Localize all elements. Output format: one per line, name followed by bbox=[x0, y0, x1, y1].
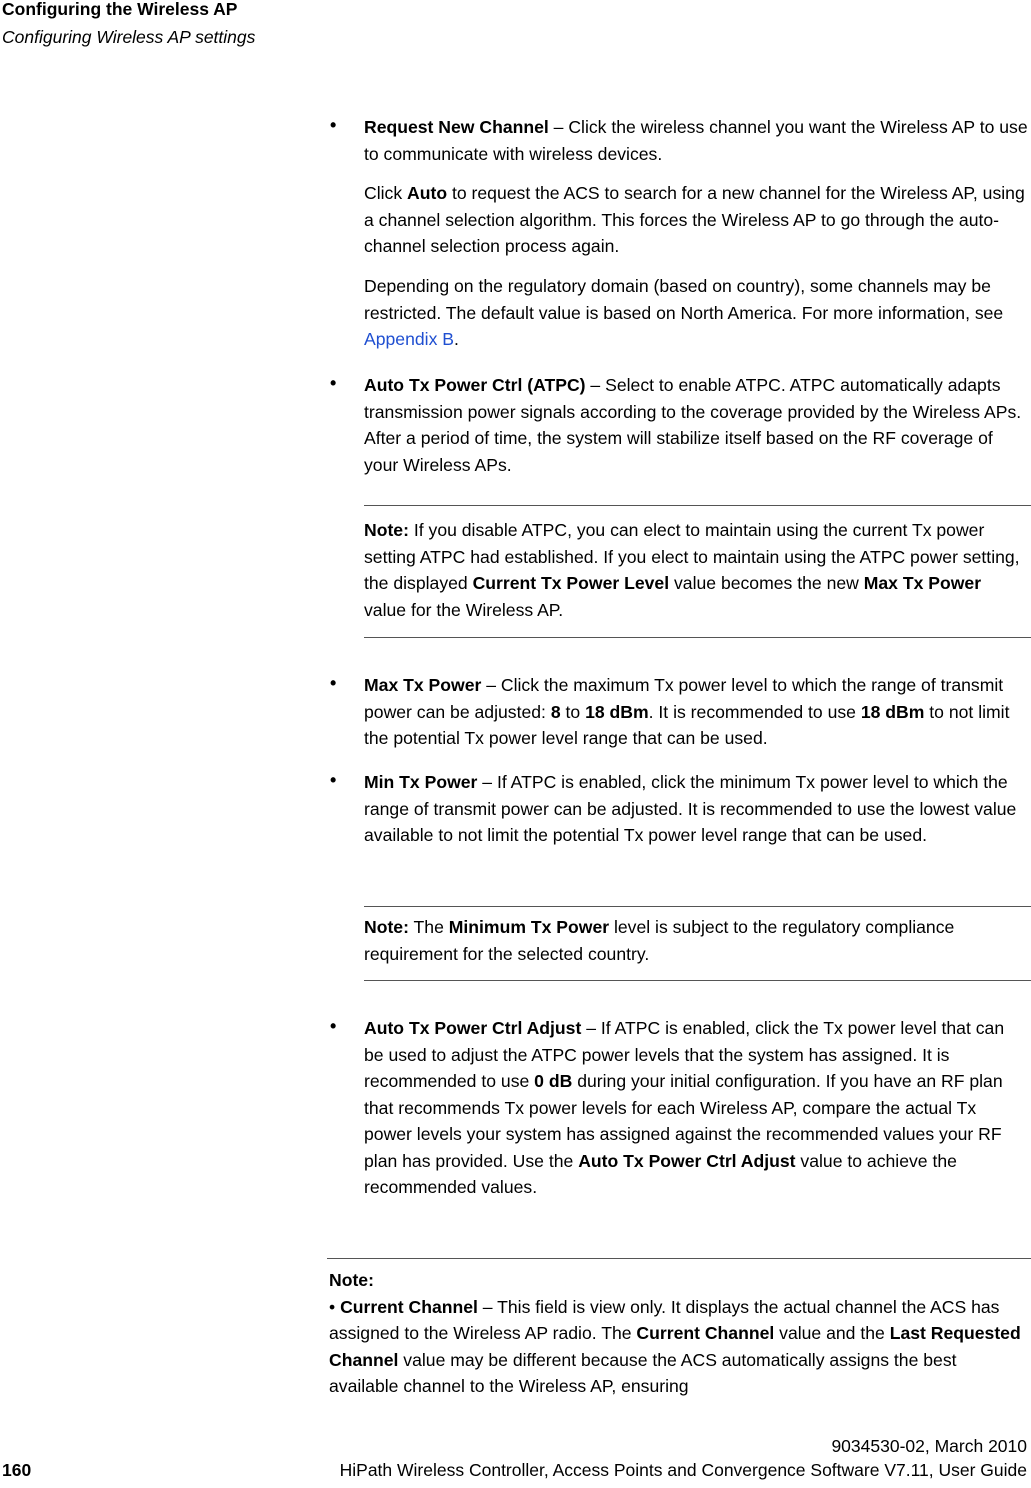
request-new-channel-text: – Click the wireless channel you want the Wireless AP to use to communicate with wireless devices. bbox=[364, 117, 1028, 164]
note3-bold-2: Current Channel bbox=[636, 1323, 775, 1343]
note-minimum-tx-power bbox=[364, 914, 1028, 967]
note1-bold-2: Max Tx Power bbox=[863, 573, 982, 593]
note3-bullet: • bbox=[329, 1296, 341, 1317]
regulatory-text: Depending on the regulatory domain (based on country), some channels may be restricted. The default value is based on North America. For more information, see bbox=[364, 276, 1004, 323]
term-atpc: Auto Tx Power Ctrl (ATPC) bbox=[364, 375, 586, 395]
atpc-adjust-text-2: during your initial configuration. If you have an RF plan that recommends Tx power levels for each Wireless AP, compare the actual Tx power levels your system has assigned against the recommended values your RF plan has provided. Use the bbox=[364, 1071, 1003, 1171]
auto-term: Auto bbox=[407, 183, 448, 203]
regulatory-end: . bbox=[454, 329, 459, 349]
note3-text-2: value and the bbox=[774, 1323, 890, 1343]
note-divider bbox=[364, 505, 1031, 506]
note2-text-1: The bbox=[408, 917, 449, 937]
max-tx-bold-1: 8 bbox=[550, 701, 561, 722]
note-label: Note: bbox=[364, 917, 409, 937]
term-min-tx-power: Min Tx Power bbox=[364, 772, 478, 792]
max-tx-power-paragraph bbox=[364, 672, 1028, 752]
note2-bold-1: Minimum Tx Power bbox=[448, 917, 610, 937]
max-tx-bold-2: 18 dBm bbox=[585, 701, 649, 722]
footer-guide-title: HiPath Wireless Controller, Access Points and Convergence Software V7.11, User Guide bbox=[339, 1460, 1027, 1480]
min-tx-power-paragraph bbox=[364, 769, 1028, 849]
bullet-marker: • bbox=[330, 1016, 337, 1036]
note3-bold-1: Current Channel bbox=[340, 1296, 478, 1317]
note-atpc-disable bbox=[364, 517, 1028, 623]
term-request-new-channel: Request New Channel bbox=[364, 117, 549, 137]
bullet-marker: • bbox=[330, 673, 337, 693]
note-divider bbox=[364, 980, 1031, 981]
appendix-b-link[interactable]: Appendix B bbox=[364, 329, 454, 349]
note3-bold-3: Last Requested Channel bbox=[329, 1323, 1021, 1370]
atpc-adjust-bold-1: 0 dB bbox=[534, 1071, 573, 1091]
max-tx-text-2: to bbox=[560, 701, 586, 722]
auto-p-post: to request the ACS to search for a new channel for the Wireless AP, using a channel selection algorithm. This forces the Wireless AP to go through the auto-channel selection process again. bbox=[364, 183, 1025, 256]
atpc-adjust-text-1: – If ATPC is enabled, click the Tx power level that can be used to adjust the ATPC power levels that the system has assigned. It is recommended to use bbox=[364, 1018, 1005, 1091]
note-label: Note: bbox=[364, 520, 409, 540]
note1-text-2: value becomes the new bbox=[669, 573, 864, 593]
atpc-paragraph bbox=[364, 372, 1028, 478]
page-header-subtitle: Configuring Wireless AP settings bbox=[2, 27, 256, 47]
page-header-title: Configuring the Wireless AP bbox=[2, 0, 238, 19]
regulatory-paragraph bbox=[364, 273, 1028, 353]
max-tx-text-1: – Click the maximum Tx power level to which the range of transmit power can be adjusted: bbox=[364, 675, 1004, 722]
max-tx-text-4: to not limit the potential Tx power level range that can be used. bbox=[364, 701, 1010, 748]
note-label: Note: bbox=[329, 1270, 374, 1290]
max-tx-text-3: . It is recommended to use bbox=[648, 701, 861, 722]
max-tx-bold-3: 18 dBm bbox=[860, 701, 925, 722]
note-current-channel bbox=[329, 1267, 1029, 1400]
footer-page-number: 160 bbox=[2, 1460, 32, 1480]
term-max-tx-power: Max Tx Power bbox=[364, 675, 482, 695]
request-new-channel-paragraph bbox=[364, 114, 1028, 167]
atpc-adjust-bold-2: Auto Tx Power Ctrl Adjust bbox=[578, 1150, 796, 1171]
bullet-marker: • bbox=[330, 115, 337, 135]
term-atpc-adjust: Auto Tx Power Ctrl Adjust bbox=[364, 1018, 582, 1038]
atpc-adjust-paragraph bbox=[364, 1015, 1028, 1201]
note-divider bbox=[364, 906, 1031, 907]
note2-text-2: level is subject to the regulatory compliance requirement for the selected country. bbox=[364, 917, 955, 964]
auto-p-pre: Click bbox=[364, 183, 408, 203]
footer-doc-id: 9034530-02, March 2010 bbox=[831, 1436, 1027, 1456]
bullet-marker: • bbox=[330, 770, 337, 790]
note3-text-1: – This field is view only. It displays the actual channel the ACS has assigned to the Wireless AP radio. The bbox=[329, 1296, 1000, 1343]
auto-channel-paragraph bbox=[364, 180, 1028, 260]
atpc-adjust-text-3: value to achieve the recommended values. bbox=[364, 1150, 957, 1197]
note1-text-3: value for the Wireless AP. bbox=[364, 599, 564, 620]
bullet-marker: • bbox=[330, 373, 337, 393]
note1-bold-1: Current Tx Power Level bbox=[472, 573, 670, 593]
note3-text-3: value may be different because the ACS automatically assigns the best available channel to the Wireless AP, ensuring bbox=[329, 1349, 957, 1396]
atpc-text: – Select to enable ATPC. ATPC automatically adapts transmission power signals according to the coverage provided by the Wireless APs. After a period of time, the system will stabilize itself based on the RF coverage of your Wireless APs. bbox=[364, 375, 1022, 475]
min-tx-text: – If ATPC is enabled, click the minimum Tx power level to which the range of transmit power can be adjusted. It is recommended to use the lowest value available to not limit the potential Tx power level range that can be used. bbox=[364, 772, 1017, 845]
note1-text-1: If you disable ATPC, you can elect to maintain using the current Tx power setting ATPC had established. If you elect to maintain using the ATPC power setting, the displayed bbox=[364, 520, 1020, 593]
note-divider bbox=[364, 637, 1031, 638]
note-divider bbox=[327, 1258, 1031, 1259]
